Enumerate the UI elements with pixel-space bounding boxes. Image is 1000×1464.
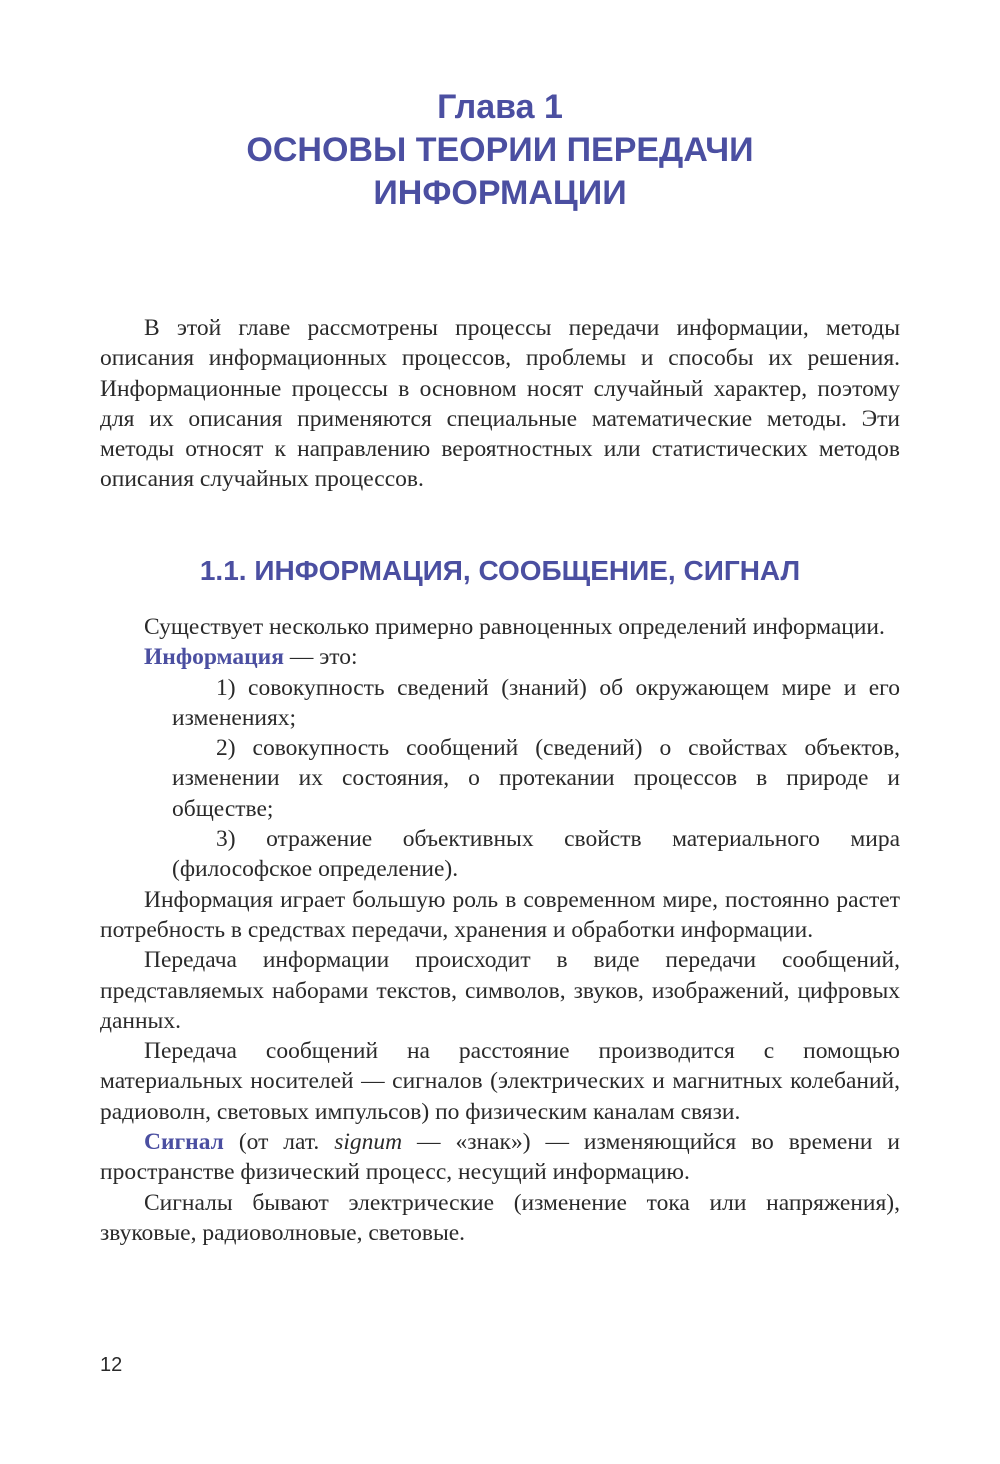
definition-signal-pre: (от лат. bbox=[223, 1129, 335, 1156]
list-item: 2) совокупность сообщений (сведений) о свойствах объектов, изменении их состояния, о протекании процессов в природе и обществе; bbox=[172, 735, 900, 822]
page-number: 12 bbox=[100, 1354, 123, 1376]
section-title: 1.1. ИНФОРМАЦИЯ, СООБЩЕНИЕ, СИГНАЛ bbox=[199, 555, 801, 586]
chapter-title-line-2: ИНФОРМАЦИИ bbox=[373, 174, 627, 212]
paragraph-transmission: Передача информации происходит в виде передачи сообщений, представляемых наборами текстов, символов, звуков, изображений, цифровых данных. bbox=[100, 947, 900, 1034]
paragraph-signal-types: Сигналы бывают электрические (изменение тока или напряжения), звуковые, радиоволновые, световые. bbox=[100, 1189, 900, 1246]
definition-signal bbox=[100, 1127, 900, 1188]
chapter-label: Глава 1 bbox=[437, 88, 563, 126]
chapter-heading bbox=[0, 86, 1000, 215]
paragraph-carriers: Передача сообщений на расстояние производится с помощью материальных носителей — сигналов (электрических и магнитных колебаний, радиоволн, световых импульсов) по физическим каналам связи. bbox=[100, 1038, 900, 1125]
term-signal: Сигнал bbox=[144, 1129, 224, 1156]
intro-paragraph: В этой главе рассмотрены процессы передачи информации, методы описания информационных процессов, проблемы и способы их решения. Информационные процессы в основном носят случайный характер, поэтому для их описания применяются специальные математические методы. Эти методы относят к направлению вероятностных или статистических методов описания случайных процессов. bbox=[100, 315, 900, 493]
definition-information-rest: — это: bbox=[283, 644, 358, 671]
latin-word: signum bbox=[334, 1129, 403, 1156]
list-item: 1) совокупность сведений (знаний) об окружающем мире и его изменениях; bbox=[172, 674, 900, 731]
chapter-title-line-1: ОСНОВЫ ТЕОРИИ ПЕРЕДАЧИ bbox=[246, 131, 754, 169]
section-body bbox=[100, 612, 900, 1248]
intro-block bbox=[100, 313, 900, 495]
list-item: 3) отражение объективных свойств материального мира (философское определение). bbox=[172, 826, 900, 883]
definition-information bbox=[100, 642, 900, 672]
paragraph-definitions-intro: Существует несколько примерно равноценных определений информации. bbox=[144, 614, 885, 640]
definition-signal-rest: — «знак») — изменяющийся во времени и пространстве физический процесс, несущий информацию. bbox=[100, 1129, 901, 1186]
term-information: Информация bbox=[144, 644, 284, 671]
paragraph-role: Информация играет большую роль в современном мире, постоянно растет потребность в средствах передачи, хранения и обработки информации. bbox=[100, 886, 900, 943]
